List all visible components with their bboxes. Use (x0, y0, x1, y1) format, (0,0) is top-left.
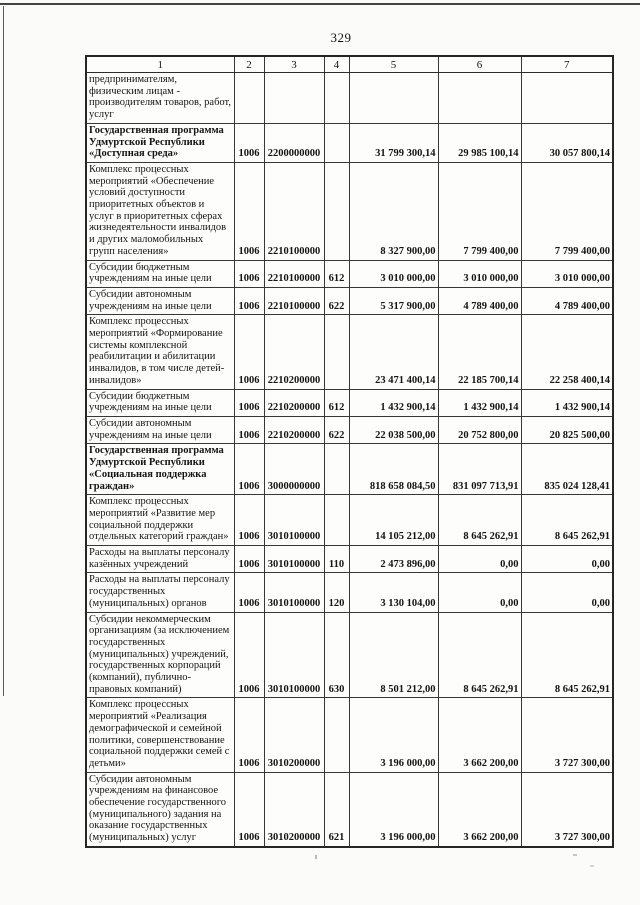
amount-col6-cell: 831 097 713,91 (438, 444, 521, 495)
target-article-code-cell (264, 73, 324, 124)
amount-col7-cell: 3 010 000,00 (521, 260, 613, 287)
target-article-code-cell: 2210200000 (264, 389, 324, 416)
amount-col5-cell: 22 038 500,00 (349, 416, 438, 443)
expense-name-cell: Расходы на выплаты персоналу казённых учреждений (86, 546, 234, 573)
expense-type-code-cell (324, 162, 349, 260)
amount-col5-cell: 3 196 000,00 (349, 698, 438, 772)
target-article-code-cell: 2210100000 (264, 287, 324, 314)
amount-col5-cell: 3 010 000,00 (349, 260, 438, 287)
amount-col7-cell: 30 057 800,14 (521, 123, 613, 162)
amount-col7-cell: 835 024 128,41 (521, 444, 613, 495)
scan-edge-left (3, 6, 4, 696)
expense-name-cell: Комплекс процессных мероприятий «Развитие мер социальной поддержки отдельных категорий граждан» (86, 495, 234, 546)
table-row (86, 612, 613, 698)
amount-col5-cell: 818 658 084,50 (349, 444, 438, 495)
section-code-cell: 1006 (234, 546, 264, 573)
expense-type-code-cell: 120 (324, 573, 349, 612)
amount-col5-cell: 2 473 896,00 (349, 546, 438, 573)
amount-col6-cell: 1 432 900,14 (438, 389, 521, 416)
table-row (86, 123, 613, 162)
table-row (86, 162, 613, 260)
section-code-cell: 1006 (234, 260, 264, 287)
column-header-4: 4 (324, 56, 349, 73)
expense-name-cell: Государственная программа Удмуртской Республики «Социальная поддержка граждан» (86, 444, 234, 495)
amount-col5-cell: 3 130 104,00 (349, 573, 438, 612)
section-code-cell (234, 73, 264, 124)
amount-col7-cell: 8 645 262,91 (521, 495, 613, 546)
expense-type-code-cell (324, 123, 349, 162)
expense-name-cell: Субсидии автономным учреждениям на финансовое обеспечение государственного (муниципального) задания на оказание государственных (муниципальных) услуг (86, 772, 234, 847)
scan-speck (573, 854, 577, 856)
target-article-code-cell: 2210100000 (264, 260, 324, 287)
table-row (86, 573, 613, 612)
amount-col6-cell: 0,00 (438, 546, 521, 573)
table-row (86, 698, 613, 772)
expense-type-code-cell: 622 (324, 416, 349, 443)
table-row (86, 287, 613, 314)
expense-name-cell: Расходы на выплаты персоналу государственных (муниципальных) органов (86, 573, 234, 612)
amount-col6-cell: 3 662 200,00 (438, 772, 521, 847)
table-row (86, 546, 613, 573)
section-code-cell: 1006 (234, 123, 264, 162)
expense-type-code-cell: 612 (324, 260, 349, 287)
section-code-cell: 1006 (234, 162, 264, 260)
amount-col6-cell: 29 985 100,14 (438, 123, 521, 162)
expense-type-code-cell: 630 (324, 612, 349, 698)
expense-name-cell: Комплекс процессных мероприятий «Формирование системы комплексной реабилитации и абилитации инвалидов, в том числе детей-инвалидов» (86, 315, 234, 389)
amount-col7-cell: 20 825 500,00 (521, 416, 613, 443)
expense-type-code-cell (324, 73, 349, 124)
amount-col5-cell: 14 105 212,00 (349, 495, 438, 546)
target-article-code-cell: 3010100000 (264, 612, 324, 698)
expense-name-cell: Комплекс процессных мероприятий «Обеспечение условий доступности приоритетных объектов и услуг в приоритетных сферах жизнедеятельности инвалидов и других маломобильных групп населения» (86, 162, 234, 260)
amount-col7-cell: 22 258 400,14 (521, 315, 613, 389)
expense-name-cell: Субсидии автономным учреждениям на иные цели (86, 287, 234, 314)
column-header-2: 2 (234, 56, 264, 73)
amount-col6-cell (438, 73, 521, 124)
amount-col5-cell: 8 501 212,00 (349, 612, 438, 698)
target-article-code-cell: 2210200000 (264, 416, 324, 443)
amount-col7-cell: 4 789 400,00 (521, 287, 613, 314)
table-row (86, 315, 613, 389)
amount-col7-cell: 0,00 (521, 573, 613, 612)
expense-name-cell: Субсидии бюджетным учреждениям на иные цели (86, 260, 234, 287)
table-row (86, 416, 613, 443)
expense-type-code-cell (324, 315, 349, 389)
expense-name-cell: Субсидии бюджетным учреждениям на иные цели (86, 389, 234, 416)
column-header-1: 1 (86, 56, 234, 73)
expense-type-code-cell (324, 495, 349, 546)
expense-type-code-cell: 110 (324, 546, 349, 573)
amount-col6-cell: 3 662 200,00 (438, 698, 521, 772)
table-header (86, 56, 613, 73)
amount-col7-cell: 8 645 262,91 (521, 612, 613, 698)
section-code-cell: 1006 (234, 287, 264, 314)
amount-col5-cell: 23 471 400,14 (349, 315, 438, 389)
expense-name-cell: предпринимателям, физическим лицам - производителям товаров, работ, услуг (86, 73, 234, 124)
amount-col6-cell: 7 799 400,00 (438, 162, 521, 260)
expense-name-cell: Государственная программа Удмуртской Республики «Доступная среда» (86, 123, 234, 162)
section-code-cell: 1006 (234, 416, 264, 443)
amount-col5-cell: 1 432 900,14 (349, 389, 438, 416)
table-row (86, 73, 613, 124)
amount-col7-cell: 0,00 (521, 546, 613, 573)
table-row (86, 444, 613, 495)
amount-col6-cell: 4 789 400,00 (438, 287, 521, 314)
amount-col7-cell: 3 727 300,00 (521, 772, 613, 847)
target-article-code-cell: 2210200000 (264, 315, 324, 389)
expense-type-code-cell: 612 (324, 389, 349, 416)
section-code-cell: 1006 (234, 315, 264, 389)
section-code-cell: 1006 (234, 444, 264, 495)
section-code-cell: 1006 (234, 573, 264, 612)
target-article-code-cell: 3010100000 (264, 546, 324, 573)
table-body (86, 73, 613, 847)
amount-col6-cell: 8 645 262,91 (438, 612, 521, 698)
page-number: 329 (330, 30, 352, 45)
scan-speck (315, 855, 317, 859)
amount-col5-cell: 5 317 900,00 (349, 287, 438, 314)
amount-col6-cell: 8 645 262,91 (438, 495, 521, 546)
amount-col7-cell: 7 799 400,00 (521, 162, 613, 260)
target-article-code-cell: 3010200000 (264, 698, 324, 772)
expense-type-code-cell: 622 (324, 287, 349, 314)
target-article-code-cell: 3010100000 (264, 573, 324, 612)
section-code-cell: 1006 (234, 389, 264, 416)
column-header-7: 7 (521, 56, 613, 73)
amount-col6-cell: 3 010 000,00 (438, 260, 521, 287)
amount-col5-cell: 31 799 300,14 (349, 123, 438, 162)
section-code-cell: 1006 (234, 612, 264, 698)
target-article-code-cell: 3010100000 (264, 495, 324, 546)
column-header-3: 3 (264, 56, 324, 73)
amount-col6-cell: 22 185 700,14 (438, 315, 521, 389)
header-row (86, 56, 613, 73)
scan-edge-top (0, 3, 640, 5)
expense-type-code-cell (324, 444, 349, 495)
amount-col6-cell: 0,00 (438, 573, 521, 612)
table-row (86, 389, 613, 416)
amount-col5-cell (349, 73, 438, 124)
expense-name-cell: Субсидии некоммерческим организациям (за исключением государственных (муниципальных) учреждений, государственных корпораций (компаний), публично-правовых компаний) (86, 612, 234, 698)
amount-col7-cell: 3 727 300,00 (521, 698, 613, 772)
section-code-cell: 1006 (234, 698, 264, 772)
amount-col5-cell: 3 196 000,00 (349, 772, 438, 847)
table-row (86, 260, 613, 287)
column-header-6: 6 (438, 56, 521, 73)
budget-table (85, 55, 614, 848)
amount-col6-cell: 20 752 800,00 (438, 416, 521, 443)
amount-col7-cell (521, 73, 613, 124)
column-header-5: 5 (349, 56, 438, 73)
table-row (86, 772, 613, 847)
target-article-code-cell: 3000000000 (264, 444, 324, 495)
expense-type-code-cell (324, 698, 349, 772)
target-article-code-cell: 3010200000 (264, 772, 324, 847)
target-article-code-cell: 2200000000 (264, 123, 324, 162)
scan-speck (590, 865, 594, 867)
amount-col7-cell: 1 432 900,14 (521, 389, 613, 416)
expense-name-cell: Субсидии автономным учреждениям на иные цели (86, 416, 234, 443)
expense-type-code-cell: 621 (324, 772, 349, 847)
target-article-code-cell: 2210100000 (264, 162, 324, 260)
table-row (86, 495, 613, 546)
budget-table-container (85, 55, 614, 848)
section-code-cell: 1006 (234, 772, 264, 847)
expense-name-cell: Комплекс процессных мероприятий «Реализация демографической и семейной политики, совершенствование социальной поддержки семей с детьми» (86, 698, 234, 772)
amount-col5-cell: 8 327 900,00 (349, 162, 438, 260)
section-code-cell: 1006 (234, 495, 264, 546)
